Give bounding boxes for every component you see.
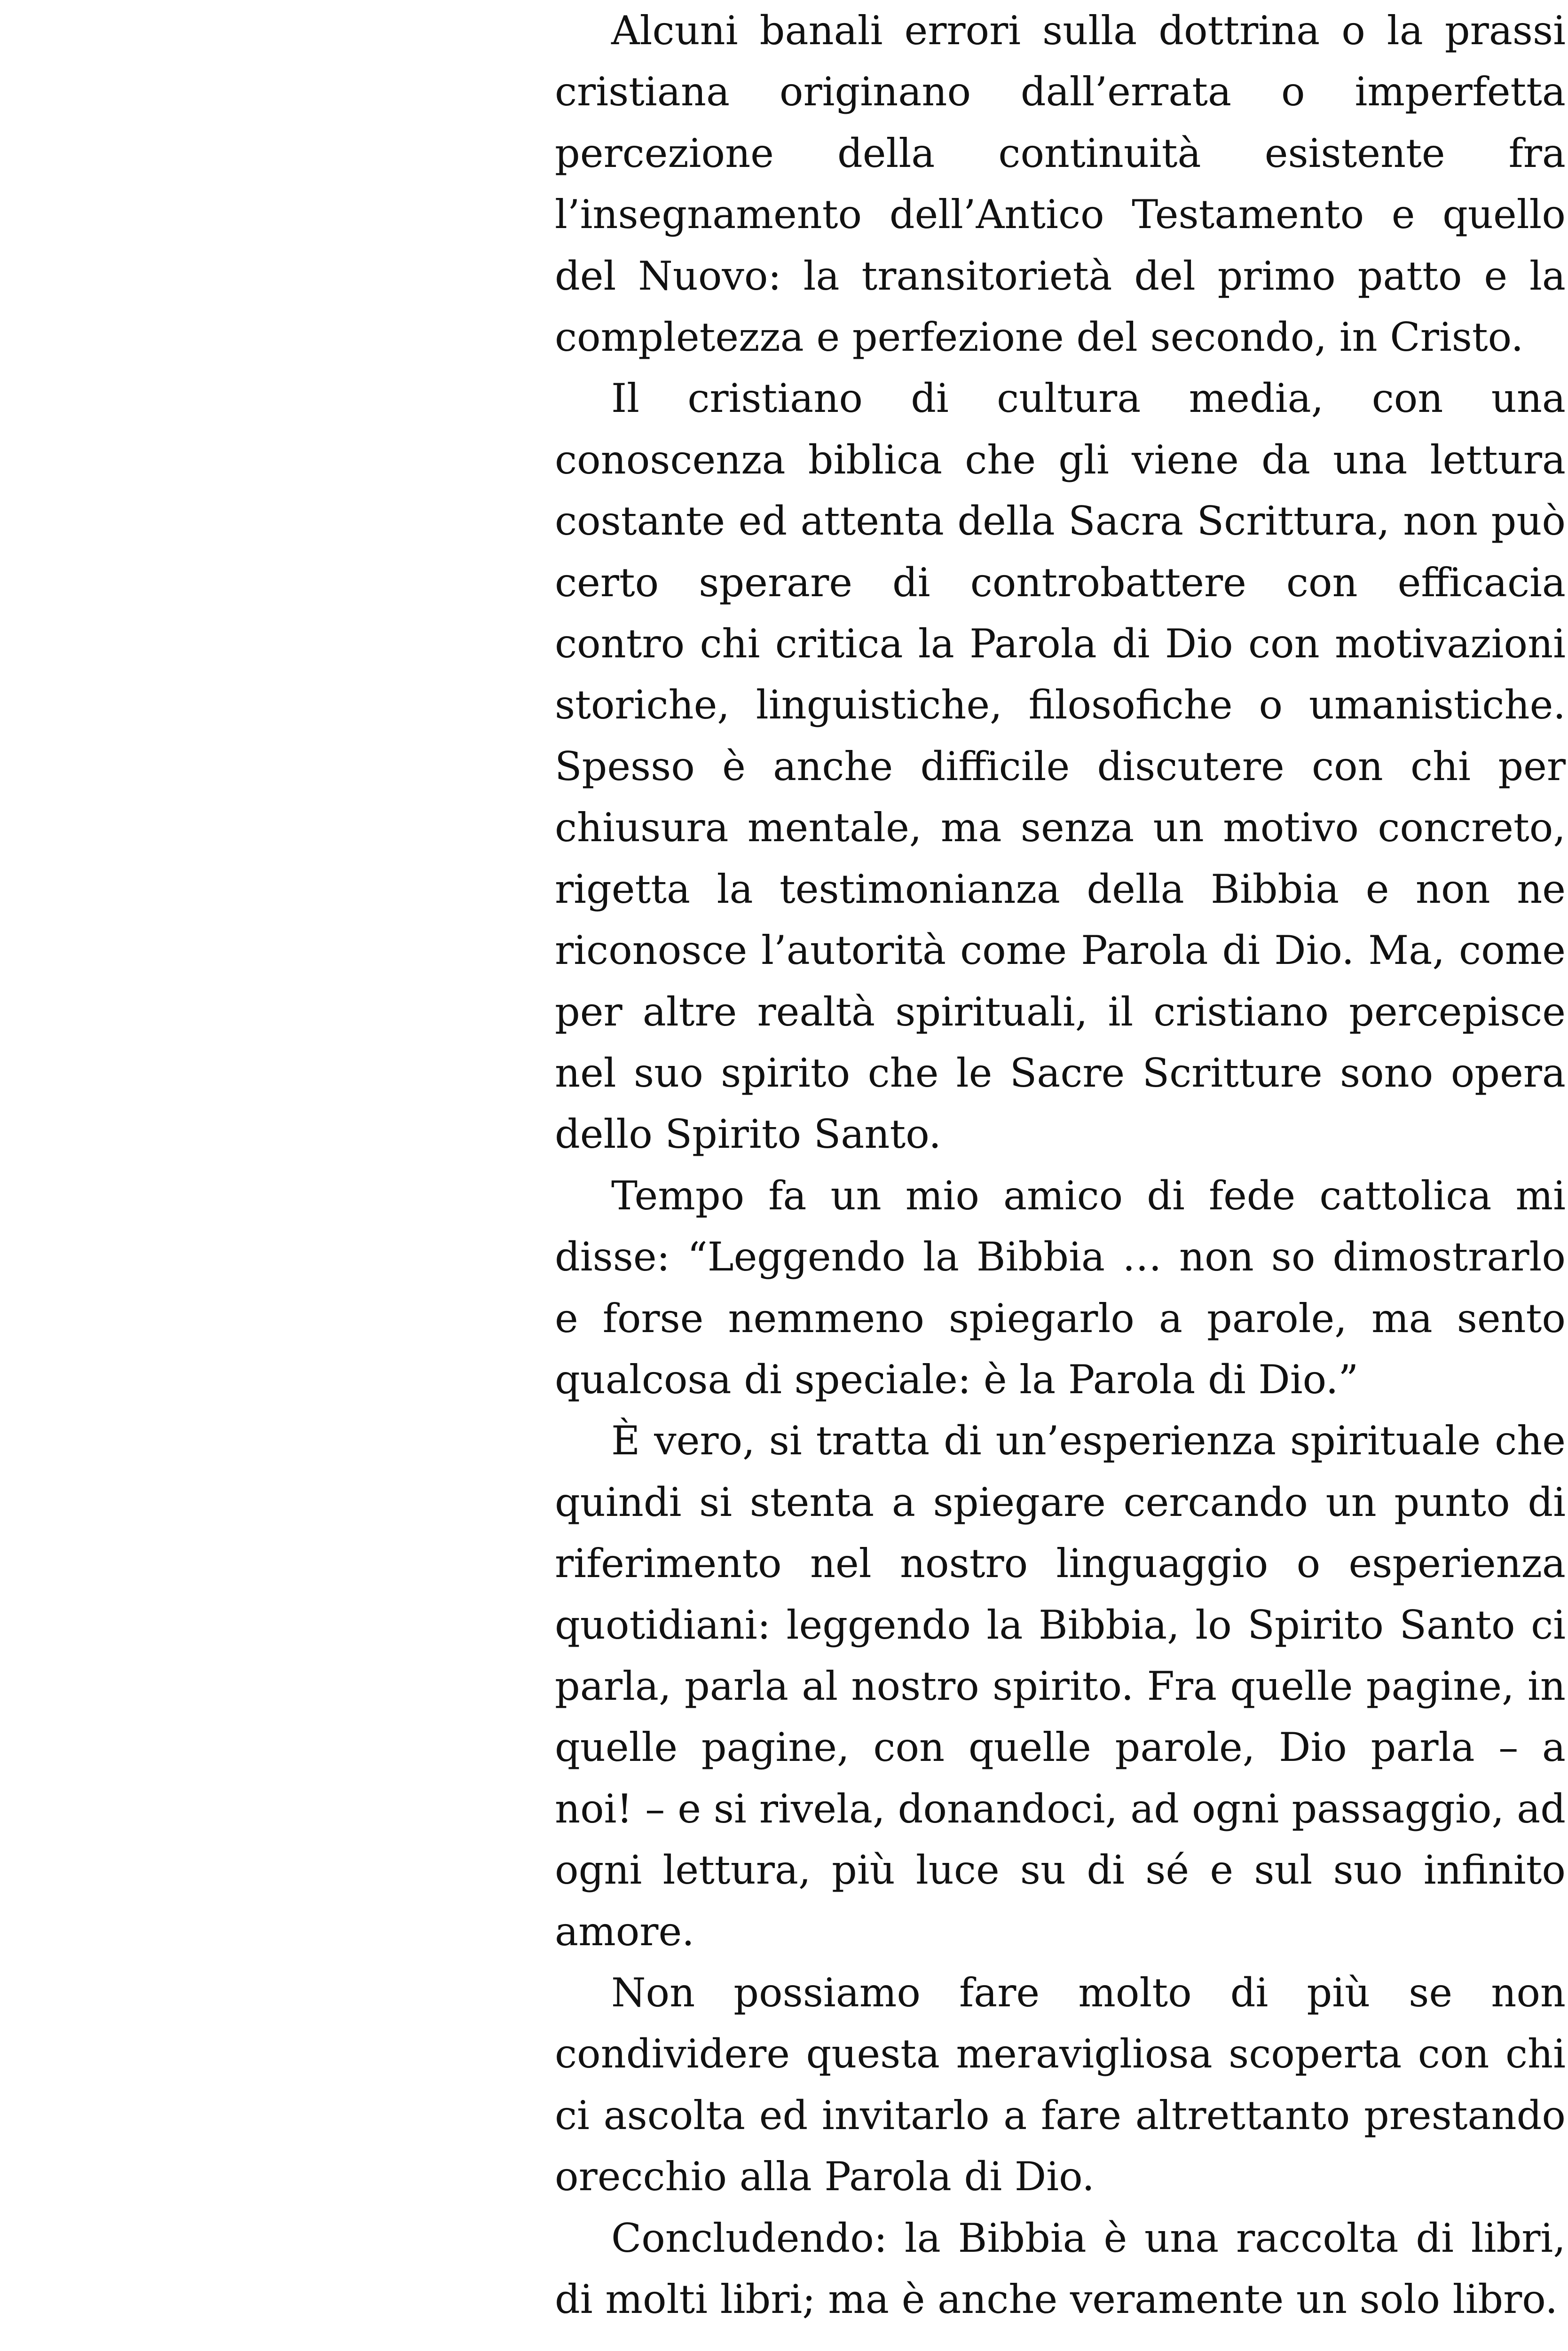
paragraph-6: Concludendo: la Bibbia è una raccolta di libri, di molti libri; ma è anche veramente un solo libro. [555,2215,1566,2323]
document-body [555,0,1566,2330]
paragraph-4: È vero, si tratta di un’esperienza spirituale che quindi si stenta a spiegare cercando un punto di riferimento nel nostro linguaggio o esperienza quotidiani: leggendo la Bibbia, lo Spirito Santo ci parla, parla al nostro spirito. Fra quelle pagine, in quelle pagine, con quelle parole, Dio parla – a noi! – e si rivela, donandoci, ad ogni passaggio, ad ogni lettura, più luce su di sé e sul suo infinito amore. [555,1418,1566,1955]
paragraph-2: Il cristiano di cultura media, con una conoscenza biblica che gli viene da una lettura costante ed attenta della Sacra Scrittura, non può certo sperare di controbattere con efficacia contro chi critica la Parola di Dio con motivazioni storiche, linguistiche, filosofiche o umanistiche. Spesso è anche difficile discutere con chi per chiusura mentale, ma senza un motivo concreto, rigetta la testimonianza della Bibbia e non ne riconosce l’autorità come Parola di Dio. Ma, come per altre realtà spirituali, il cristiano percepisce nel suo spirito che le Sacre Scritture sono opera dello Spirito Santo. [555,375,1566,1158]
paragraph-3: Tempo fa un mio amico di fede cattolica mi disse: “Leggendo la Bibbia … non so dimostrarlo e forse nemmeno spiegarlo a parole, ma sento qualcosa di speciale: è la Parola di Dio.” [555,1172,1566,1403]
paragraph-1: Alcuni banali errori sulla dottrina o la prassi cristiana originano dall’errata o imperfetta percezione della continuità esistente fra l’insegnamento dell’Antico Testamento e quello del Nuovo: la transitorietà del primo patto e la completezza e perfezione del secondo, in Cristo. [555,8,1566,361]
paragraph-5: Non possiamo fare molto di più se non condividere questa meravigliosa scoperta con chi ci ascolta ed invitarlo a fare altrettanto prestando orecchio alla Parola di Dio. [555,1970,1566,2200]
